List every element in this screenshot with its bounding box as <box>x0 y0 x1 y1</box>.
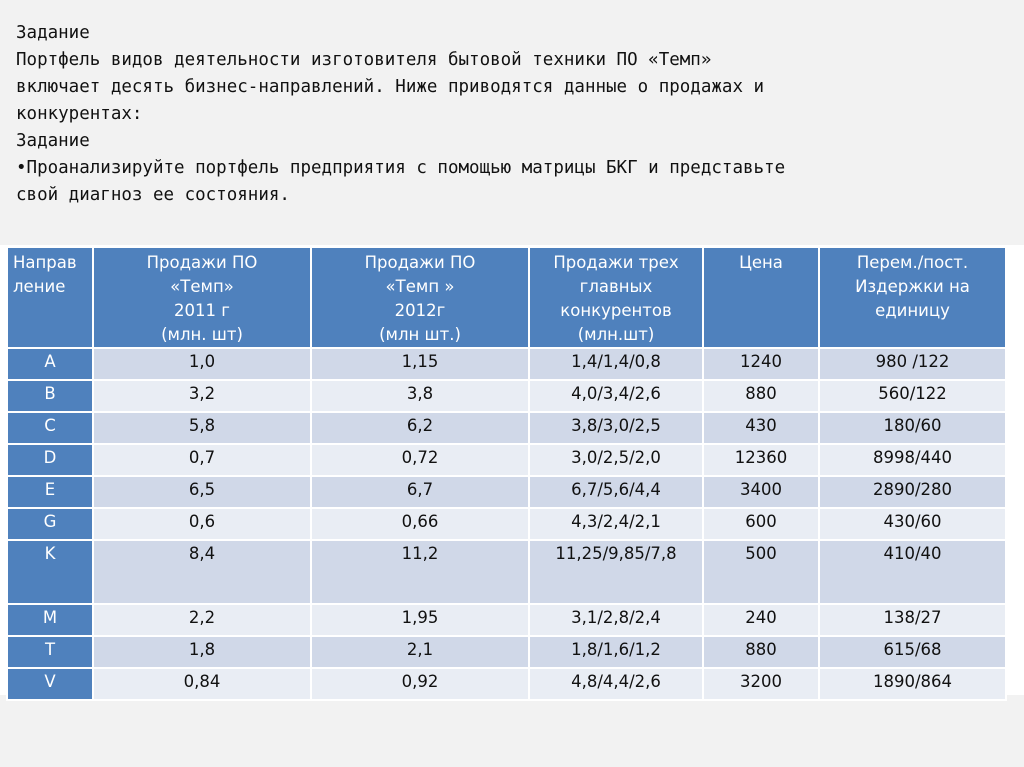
cell-sales-2011: 1,0 <box>93 348 311 380</box>
task-bullet-line: свой диагноз ее состояния. <box>16 185 290 205</box>
cell-sales-2012: 0,92 <box>311 668 529 700</box>
cell-competitors: 4,8/4,4/2,6 <box>529 668 703 700</box>
header-sales-2012: Продажи ПО «Темп » 2012г (млн шт.) <box>311 247 529 348</box>
table-row <box>7 668 1006 700</box>
cell-competitors: 1,4/1,4/0,8 <box>529 348 703 380</box>
cell-competitors: 1,8/1,6/1,2 <box>529 636 703 668</box>
cell-direction: K <box>7 540 93 604</box>
table-row <box>7 540 1006 604</box>
cell-competitors: 3,1/2,8/2,4 <box>529 604 703 636</box>
cell-competitors: 6,7/5,6/4,4 <box>529 476 703 508</box>
cell-direction: G <box>7 508 93 540</box>
table-row <box>7 348 1006 380</box>
cell-sales-2011: 5,8 <box>93 412 311 444</box>
header-direction: Направ ление <box>7 247 93 348</box>
cell-direction: D <box>7 444 93 476</box>
cell-sales-2012: 11,2 <box>311 540 529 604</box>
table-row <box>7 380 1006 412</box>
cell-price: 1240 <box>703 348 819 380</box>
cell-price: 430 <box>703 412 819 444</box>
header-price: Цена <box>703 247 819 348</box>
cell-price: 3400 <box>703 476 819 508</box>
cell-sales-2012: 6,2 <box>311 412 529 444</box>
task-heading: Задание <box>16 23 90 43</box>
task-bullet-line: •Проанализируйте портфель предприятия с помощью матрицы БКГ и представьте <box>16 158 786 178</box>
header-sales-2011: Продажи ПО «Темп» 2011 г (млн. шт) <box>93 247 311 348</box>
cell-direction: V <box>7 668 93 700</box>
table-row <box>7 444 1006 476</box>
cell-direction: C <box>7 412 93 444</box>
header-unit-costs: Перем./пост. Издержки на единицу <box>819 247 1006 348</box>
cell-price: 3200 <box>703 668 819 700</box>
task-paragraph-line: Портфель видов деятельности изготовителя бытовой техники ПО «Темп» <box>16 50 712 70</box>
cell-sales-2012: 0,66 <box>311 508 529 540</box>
table-header-row <box>7 247 1006 348</box>
cell-sales-2011: 8,4 <box>93 540 311 604</box>
cell-costs: 2890/280 <box>819 476 1006 508</box>
cell-competitors: 3,8/3,0/2,5 <box>529 412 703 444</box>
cell-costs: 430/60 <box>819 508 1006 540</box>
table-row <box>7 412 1006 444</box>
task-paragraph-line: включает десять бизнес-направлений. Ниже приводятся данные о продажах и <box>16 77 765 97</box>
table-row <box>7 604 1006 636</box>
task-description <box>16 20 979 209</box>
cell-competitors: 11,25/9,85/7,8 <box>529 540 703 604</box>
cell-price: 12360 <box>703 444 819 476</box>
cell-costs: 980 /122 <box>819 348 1006 380</box>
cell-price: 880 <box>703 636 819 668</box>
slide-footer-background <box>0 695 1024 767</box>
cell-sales-2012: 1,95 <box>311 604 529 636</box>
cell-competitors: 4,3/2,4/2,1 <box>529 508 703 540</box>
cell-price: 500 <box>703 540 819 604</box>
cell-costs: 410/40 <box>819 540 1006 604</box>
table-row <box>7 508 1006 540</box>
header-competitors-sales: Продажи трех главных конкурентов (млн.шт) <box>529 247 703 348</box>
cell-direction: A <box>7 348 93 380</box>
cell-costs: 560/122 <box>819 380 1006 412</box>
cell-price: 600 <box>703 508 819 540</box>
cell-sales-2011: 0,7 <box>93 444 311 476</box>
cell-sales-2011: 2,2 <box>93 604 311 636</box>
cell-costs: 8998/440 <box>819 444 1006 476</box>
cell-price: 240 <box>703 604 819 636</box>
cell-costs: 180/60 <box>819 412 1006 444</box>
task-heading-second: Задание <box>16 131 90 151</box>
cell-competitors: 3,0/2,5/2,0 <box>529 444 703 476</box>
cell-sales-2012: 0,72 <box>311 444 529 476</box>
cell-sales-2011: 3,2 <box>93 380 311 412</box>
cell-sales-2012: 2,1 <box>311 636 529 668</box>
table-row <box>7 476 1006 508</box>
cell-sales-2011: 1,8 <box>93 636 311 668</box>
task-paragraph-line: конкурентах: <box>16 104 143 124</box>
cell-direction: B <box>7 380 93 412</box>
cell-costs: 138/27 <box>819 604 1006 636</box>
cell-sales-2011: 0,6 <box>93 508 311 540</box>
portfolio-data-table <box>6 246 1007 701</box>
cell-direction: T <box>7 636 93 668</box>
cell-sales-2011: 6,5 <box>93 476 311 508</box>
cell-costs: 1890/864 <box>819 668 1006 700</box>
cell-costs: 615/68 <box>819 636 1006 668</box>
table-row <box>7 636 1006 668</box>
cell-sales-2012: 1,15 <box>311 348 529 380</box>
cell-direction: E <box>7 476 93 508</box>
cell-sales-2012: 3,8 <box>311 380 529 412</box>
cell-price: 880 <box>703 380 819 412</box>
cell-sales-2011: 0,84 <box>93 668 311 700</box>
cell-competitors: 4,0/3,4/2,6 <box>529 380 703 412</box>
cell-direction: M <box>7 604 93 636</box>
cell-sales-2012: 6,7 <box>311 476 529 508</box>
